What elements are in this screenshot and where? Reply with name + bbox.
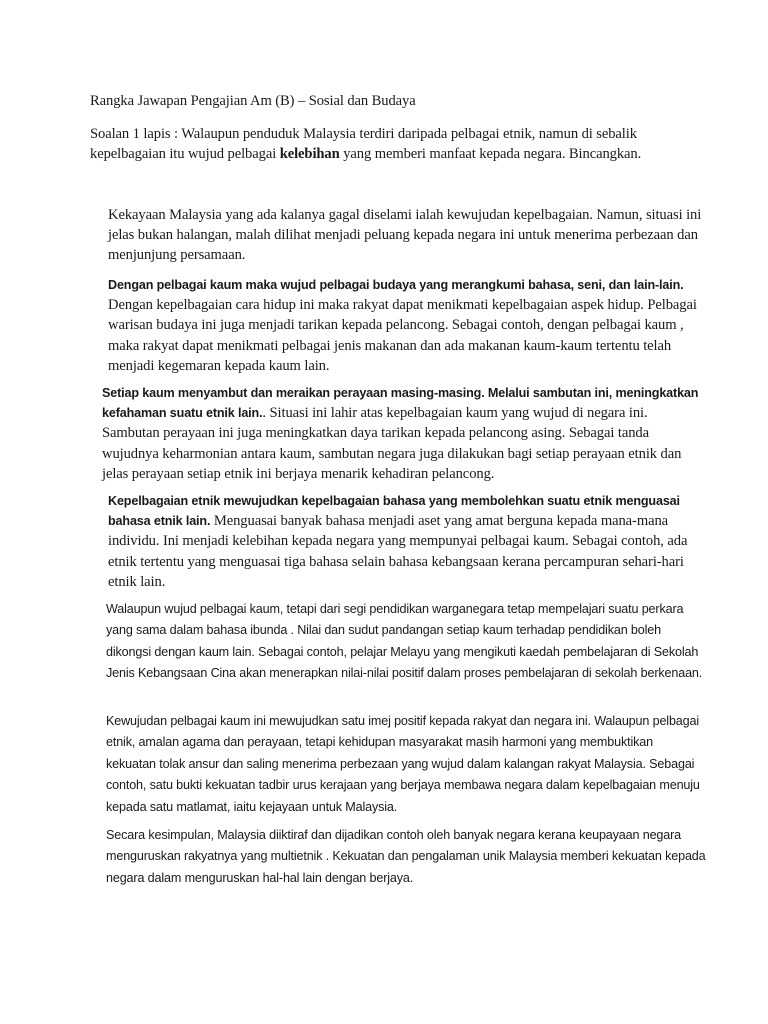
conclusion-paragraph: Secara kesimpulan, Malaysia diiktiraf dan dijadikan contoh oleh banyak negara kerana keupayaan negara menguruskan rakyatnya yang multietnik . Kekuatan dan pengalaman unik Malaysia memberi kekuatan kepada negara dalam menguruskan hal-hal lain dengan berjaya.	[106, 828, 706, 885]
paragraph-1-lead: Dengan pelbagai kaum maka wujud pelbagai budaya yang merangkumi bahasa, seni, dan lain-lain.	[108, 278, 684, 292]
body-paragraph-5: Kewujudan pelbagai kaum ini mewujudkan satu imej positif kepada rakyat dan negara ini. Walaupun pelbagai etnik, amalan agama dan perayaan, tetapi kehidupan masyarakat masih harmoni yang membuktikan kekuatan tolak ansur dan saling menerima perbezaan yang wujud dalam kalangan rakyat Malaysia. Sebagai contoh, satu bukti kekuatan tadbir urus kerajaan yang berjaya membawa negara dalam kepelbagaian menuju kepada satu matlamat, iaitu kejayaan untuk Malaysia.	[106, 714, 700, 814]
body-paragraph-2	[90, 383, 702, 484]
document-title: Rangka Jawapan Pengajian Am (B) – Sosial dan Budaya	[90, 93, 416, 109]
paragraph-2-lead: Setiap kaum menyambut dan meraikan perayaan masing-masing. Melalui sambutan ini, meningkatkan kefahaman suatu etnik lain.	[102, 386, 699, 421]
question-bold-keyword: kelebihan	[279, 146, 340, 163]
question-suffix: yang memberi manfaat kepada negara. Bincangkan.	[339, 146, 642, 163]
body-paragraph-3	[90, 491, 708, 592]
paragraph-3-body: Menguasai banyak bahasa menjadi aset yang amat berguna kepada mana-mana individu. Ini menjadi kelebihan kepada negara yang mempunyai pelbagai kaum. Sebagai contoh, ada etnik tertentu yang menguasai tiga bahasa selain bahasa kebangsaan kerana percampuran sehari-hari etnik lain.	[108, 513, 688, 590]
question-prefix: Soalan 1 lapis : Walaupun penduduk Malaysia terdiri daripada pelbagai etnik, namun di sebalik kepelbagaian itu wujud pelbagai	[90, 126, 637, 163]
question-paragraph	[90, 124, 690, 164]
paragraph-1-body: Dengan kepelbagaian cara hidup ini maka rakyat dapat menikmati kepelbagaian aspek hidup. Pelbagai warisan budaya ini juga menjadi tarikan kepada pelancong. Sebagai contoh, dengan pelbagai kaum , maka rakyat dapat menikmati pelbagai jenis makanan dan ada makanan kaum-kaum tertentu telah menjadi kegemaran kepada kaum lain.	[108, 297, 697, 374]
paragraph-2-body: . Situasi ini lahir atas kepelbagaian kaum yang wujud di negara ini. Sambutan perayaan ini juga meningkatkan daya tarikan kepada pelancong asing. Sebagai tanda wujudnya keharmonian antara kaum, sambutan negara juga dilakukan bagi setiap perayaan etnik dan jelas perayaan setiap etnik ini berjaya menarik kehadiran pelancong.	[102, 405, 682, 482]
body-paragraph-1	[90, 275, 708, 376]
body-paragraph-4: Walaupun wujud pelbagai kaum, tetapi dari segi pendidikan warganegara tetap mempelajari suatu perkara yang sama dalam bahasa ibunda . Nilai dan sudut pandangan setiap kaum terhadap pendidikan boleh dikongsi dengan kaum lain. Sebagai contoh, pelajar Melayu yang mengikuti kaedah pembelajaran di Sekolah Jenis Kebangsaan Cina akan menerapkan nilai-nilai positif dalam proses pembelajaran di sekolah berkenaan.	[106, 602, 703, 681]
intro-paragraph: Kekayaan Malaysia yang ada kalanya gagal diselami ialah kewujudan kepelbagaian. Namun, situasi ini jelas bukan halangan, malah dilihat menjadi peluang kepada negara ini untuk menerima perbezaan dan menjunjung persamaan.	[108, 207, 702, 264]
paragraph-3-lead: Kepelbagaian etnik mewujudkan kepelbagaian bahasa yang membolehkan suatu etnik menguasai bahasa etnik lain.	[108, 494, 680, 529]
